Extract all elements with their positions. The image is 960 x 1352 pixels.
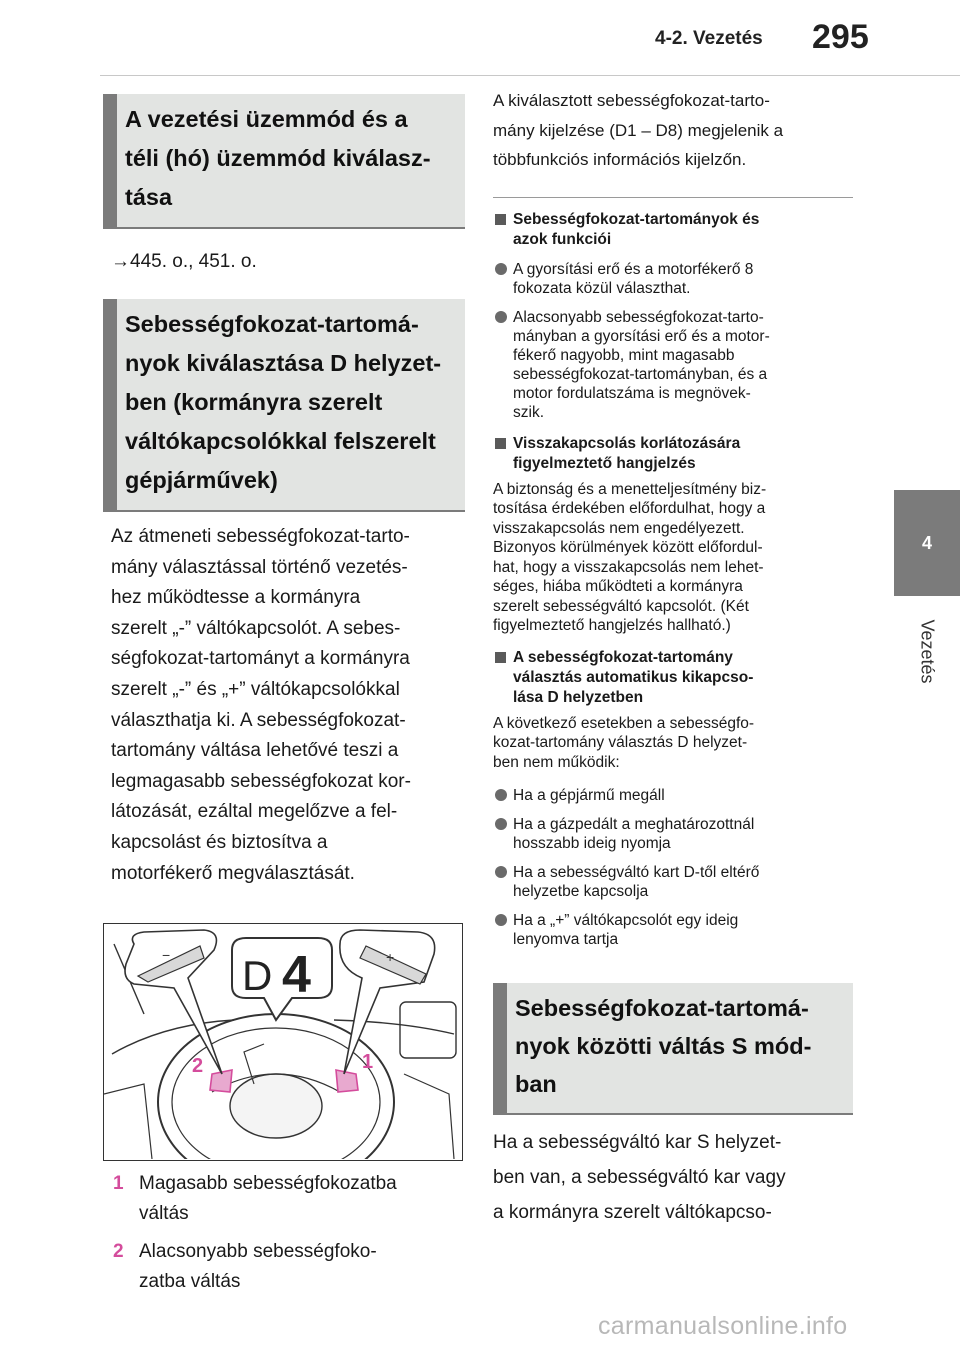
bullet-item	[493, 308, 853, 422]
para-line: Bizonyos körülmények között előfordul-	[493, 539, 763, 556]
body-line: Az átmeneti sebességfokozat-tarto-	[111, 526, 410, 547]
tail-line: Ha a sebességváltó kar S helyzet-	[493, 1132, 782, 1153]
body-line: szerelt „-” és „+” váltókapcsolókkal	[111, 678, 400, 700]
chapter-number: 4	[921, 532, 932, 553]
watermark: carmanualsonline.info	[598, 1312, 848, 1340]
round-bullet-icon	[495, 866, 507, 878]
heading-line: nyok kiválasztása D helyzet-	[125, 350, 442, 376]
tail-paragraph	[493, 1125, 853, 1230]
heading-line: ban	[515, 1071, 557, 1097]
para-line: tosítása érdekében előfordulhat, hogy a	[493, 500, 766, 517]
para-line: A biztonság és a menetteljesítmény biz-	[493, 480, 767, 498]
conditions-paragraph	[493, 714, 853, 773]
bullet-line: A gyorsítási erő és a motorfékerő 8	[513, 260, 754, 278]
item-number: 2	[113, 1241, 124, 1263]
page-number: 295	[812, 18, 869, 56]
round-bullet-icon	[495, 311, 507, 323]
body-line: ségfokozat-tartományt a kormányra	[111, 648, 410, 670]
para-line: kozat-tartomány választás D helyzet-	[493, 734, 748, 751]
header-divider	[100, 75, 960, 76]
section-heading-gear-range-d	[103, 299, 465, 512]
para-line: szerelt sebességváltó kapcsolót. (Két	[493, 597, 749, 615]
minus-label: −	[162, 947, 171, 964]
bullet-line: motor fordulatszáma is megnövek-	[513, 384, 751, 402]
bullet-line: Alacsonyabb sebességfokozat-tarto-	[513, 308, 764, 326]
chapter-tab	[894, 490, 960, 596]
para-line: figyelmeztető hangjelzés hallható.)	[493, 617, 731, 634]
section-heading-driving-mode	[103, 94, 465, 229]
bullet-line: szik.	[513, 403, 544, 421]
item-line: Magasabb sebességfokozatba	[139, 1173, 397, 1195]
heading-line: A vezetési üzemmód és a	[125, 106, 408, 132]
para-line: hat, hogy a visszakapcsolás nem lehet-	[493, 558, 764, 576]
body-line: mány választással történő vezetés-	[111, 556, 408, 578]
body-paragraph	[103, 522, 465, 889]
warning-paragraph	[493, 480, 853, 636]
bullet-line: fékerő nagyobb, mint magasabb	[513, 346, 735, 364]
heading-line: nyok közötti váltás S mód-	[515, 1033, 812, 1059]
bullet-item	[493, 815, 853, 853]
bullet-line: Ha a gépjármű megáll	[513, 787, 665, 804]
intro-line: többfunkciós információs kijelzőn.	[493, 150, 747, 169]
bullet-line: Ha a gázpedált a meghatározottnál	[513, 816, 755, 833]
heading-line: váltókapcsolókkal felszerelt	[125, 428, 436, 454]
bullet-line: mányban a gyorsítási erő és a motor-	[513, 327, 770, 345]
body-line: szerelt „-” váltókapcsolót. A sebes-	[111, 617, 401, 639]
intro-line: A kiválasztott sebességfokozat-tarto-	[493, 91, 770, 110]
plus-paddle-icon	[336, 1070, 358, 1092]
square-bullet-icon	[495, 214, 506, 225]
callout-1: 1	[362, 1051, 374, 1074]
display-number: 4	[282, 946, 311, 1005]
body-line: választhatja ki. A sebességfokozat-	[111, 709, 406, 731]
round-bullet-icon	[495, 818, 507, 830]
para-line: ben nem működik:	[493, 753, 620, 771]
bullet-item	[493, 786, 853, 805]
bullet-item	[493, 863, 853, 901]
chapter-label-text: Vezetés	[917, 618, 938, 684]
divider	[493, 197, 853, 198]
item-line: váltás	[139, 1203, 189, 1225]
bullet-line: helyzetbe kapcsolja	[513, 883, 649, 900]
steering-wheel-illustration	[103, 923, 463, 1161]
heading-line: téli (hó) üzemmód kiválasz-	[125, 145, 431, 171]
body-line: hez működtesse a kormányra	[111, 587, 361, 609]
bullet-line: Ha a sebességváltó kart D-től eltérő	[513, 864, 760, 881]
numbered-item	[113, 1237, 465, 1297]
subheading-line: Sebességfokozat-tartományok és	[513, 210, 760, 228]
subheading-line: Visszakapcsolás korlátozására	[513, 434, 741, 452]
para-line: visszakapcsolás nem engedélyezett.	[493, 519, 745, 537]
section-title: 4-2. Vezetés	[655, 28, 763, 49]
bullet-item	[493, 260, 853, 298]
chapter-label	[894, 596, 960, 706]
section-heading-s-mode	[493, 983, 853, 1115]
display-letter: D	[242, 952, 273, 1000]
round-bullet-icon	[495, 789, 507, 801]
heading-line: tása	[125, 184, 173, 210]
subheading	[493, 648, 853, 708]
para-line: séges, hiába működteti a kormányra	[493, 578, 743, 595]
right-column	[493, 86, 853, 1230]
intro-paragraph	[493, 86, 853, 175]
item-line: Alacsonyabb sebességfoko-	[139, 1241, 377, 1263]
subheading-line: választás automatikus kikapcso-	[513, 668, 754, 686]
heading-line: gépjárművek)	[125, 467, 278, 493]
heading-line: ben (kormányra szerelt	[125, 389, 383, 415]
callout-2: 2	[192, 1055, 204, 1078]
square-bullet-icon	[495, 652, 506, 663]
bullet-line: fokozata közül választhat.	[513, 279, 691, 297]
screen-icon	[400, 1002, 456, 1058]
body-line: motorfékerő megválasztását.	[111, 862, 355, 884]
body-line: tartomány váltása lehetővé teszi a	[111, 740, 399, 762]
left-column	[103, 94, 465, 1297]
bullet-line: Ha a „+” váltókapcsolót egy ideig	[513, 912, 739, 929]
round-bullet-icon	[495, 263, 507, 275]
heading-line: Sebességfokozat-tartomá-	[125, 311, 419, 337]
numbered-item	[113, 1169, 465, 1229]
tail-line: a kormányra szerelt váltókapcso-	[493, 1202, 772, 1223]
figure-drawing	[104, 924, 461, 1159]
subheading-line: figyelmeztető hangjelzés	[513, 454, 696, 472]
page-reference: →445. o., 451. o.	[111, 251, 257, 272]
para-line: A következő esetekben a sebességfo-	[493, 714, 755, 732]
subheading-line: azok funkciói	[513, 230, 612, 248]
bullet-line: lenyomva tartja	[513, 931, 619, 948]
item-number: 1	[113, 1173, 124, 1195]
item-line: zatba váltás	[139, 1271, 241, 1293]
intro-line: mány kijelzése (D1 – D8) megjelenik a	[493, 120, 784, 140]
subheading	[493, 210, 853, 250]
subheading-line: A sebességfokozat-tartomány	[513, 648, 733, 666]
plus-label: +	[386, 949, 395, 966]
subheading-line: lása D helyzetben	[513, 688, 644, 706]
bullet-item	[493, 911, 853, 949]
body-line: látozását, ezáltal megelőzve a fel-	[111, 801, 398, 823]
bullet-line: sebességfokozat-tartományban, és a	[513, 365, 768, 383]
subheading	[493, 434, 853, 474]
square-bullet-icon	[495, 438, 506, 449]
body-line: kapcsolást és biztosítva a	[111, 831, 328, 853]
bullet-line: hosszabb ideig nyomja	[513, 835, 671, 852]
heading-line: Sebességfokozat-tartomá-	[515, 995, 809, 1021]
round-bullet-icon	[495, 914, 507, 926]
body-line: legmagasabb sebességfokozat kor-	[111, 770, 411, 792]
tail-line: ben van, a sebességváltó kar vagy	[493, 1167, 786, 1188]
